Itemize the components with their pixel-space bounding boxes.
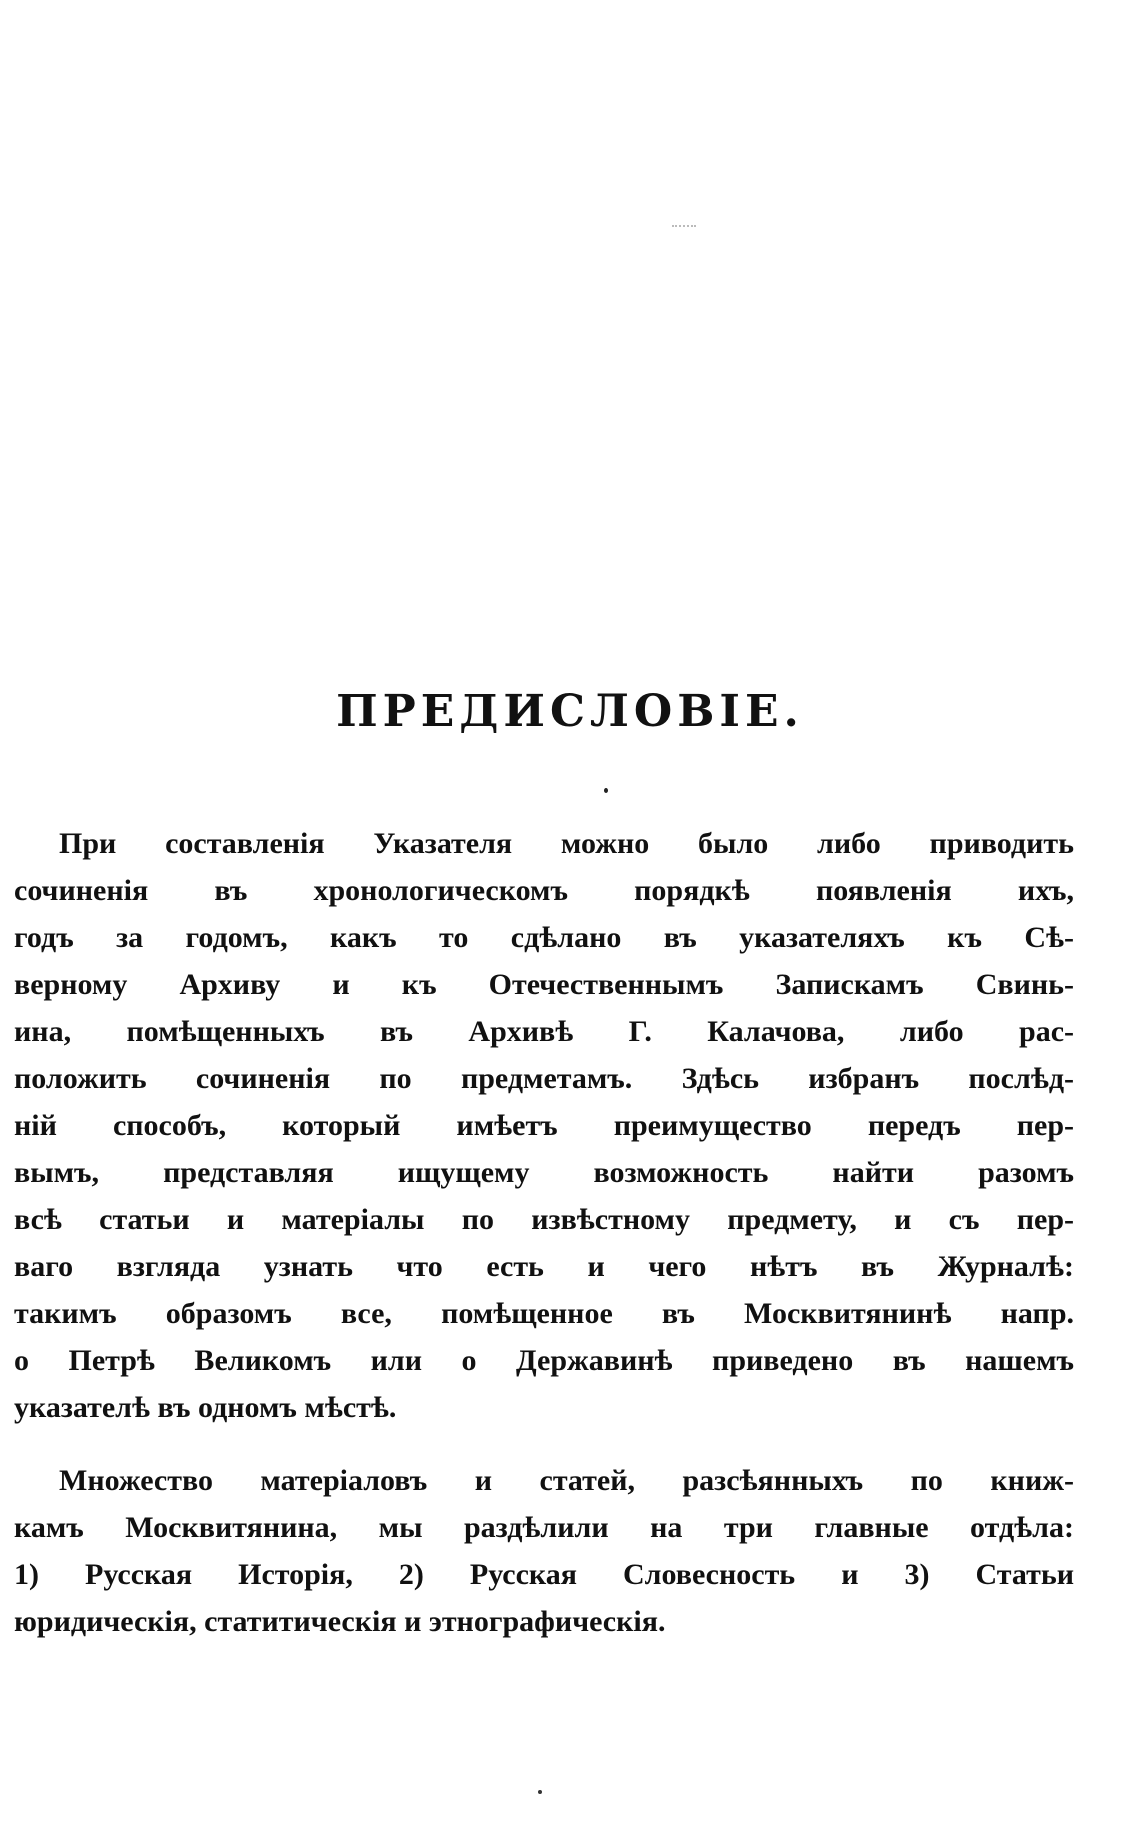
- text-line: ина, помѣщенныхъ въ Архивѣ Г. Калачова, либо рас-: [14, 1015, 1074, 1048]
- text-line: всѣ статьи и матеріалы по извѣстному предмету, и съ пер-: [14, 1203, 1074, 1236]
- text-line: вымъ, представляя ищущему возможность найти разомъ: [14, 1156, 1074, 1189]
- text-line: положить сочиненія по предметамъ. Здѣсь избранъ послѣд-: [14, 1062, 1074, 1095]
- paragraph-gap: [14, 1431, 1074, 1457]
- ornament-dot: [604, 788, 608, 793]
- text-line: При составленія Указателя можно было либо приводить: [59, 827, 1074, 860]
- text-line: Множество матеріаловъ и статей, разсѣянныхъ по книж-: [59, 1464, 1074, 1497]
- scan-speck: [672, 225, 696, 229]
- text-line: ній способъ, который имѣетъ преимущество передъ пер-: [14, 1109, 1074, 1142]
- page-title: ПРЕДИСЛОВІЕ.: [336, 686, 804, 737]
- text-line: такимъ образомъ все, помѣщенное въ Москвитянинѣ напр.: [14, 1297, 1074, 1330]
- preface-text: [14, 820, 1074, 1645]
- text-line: о Петрѣ Великомъ или о Державинѣ приведено въ нашемъ: [14, 1344, 1074, 1377]
- text-line: верному Архиву и къ Отечественнымъ Запискамъ Свинь-: [14, 968, 1074, 1001]
- text-line: сочиненія въ хронологическомъ порядкѣ появленія ихъ,: [14, 874, 1074, 907]
- text-line: 1) Русская Исторія, 2) Русская Словесность и 3) Статьи: [14, 1558, 1074, 1591]
- paragraph-2: [14, 1457, 1074, 1645]
- text-line: указателѣ въ одномъ мѣстѣ.: [14, 1391, 397, 1424]
- text-line: юридическія, статитическія и этнографическія.: [14, 1605, 666, 1638]
- text-line: ваго взгляда узнать что есть и чего нѣтъ въ Журналѣ:: [14, 1250, 1074, 1283]
- text-line: камъ Москвитянина, мы раздѣлили на три главные отдѣла:: [14, 1511, 1074, 1544]
- ornament-dot: [538, 1790, 542, 1794]
- text-line: годъ за годомъ, какъ то сдѣлано въ указателяхъ къ Сѣ-: [14, 921, 1074, 954]
- paragraph-1: [14, 820, 1074, 1431]
